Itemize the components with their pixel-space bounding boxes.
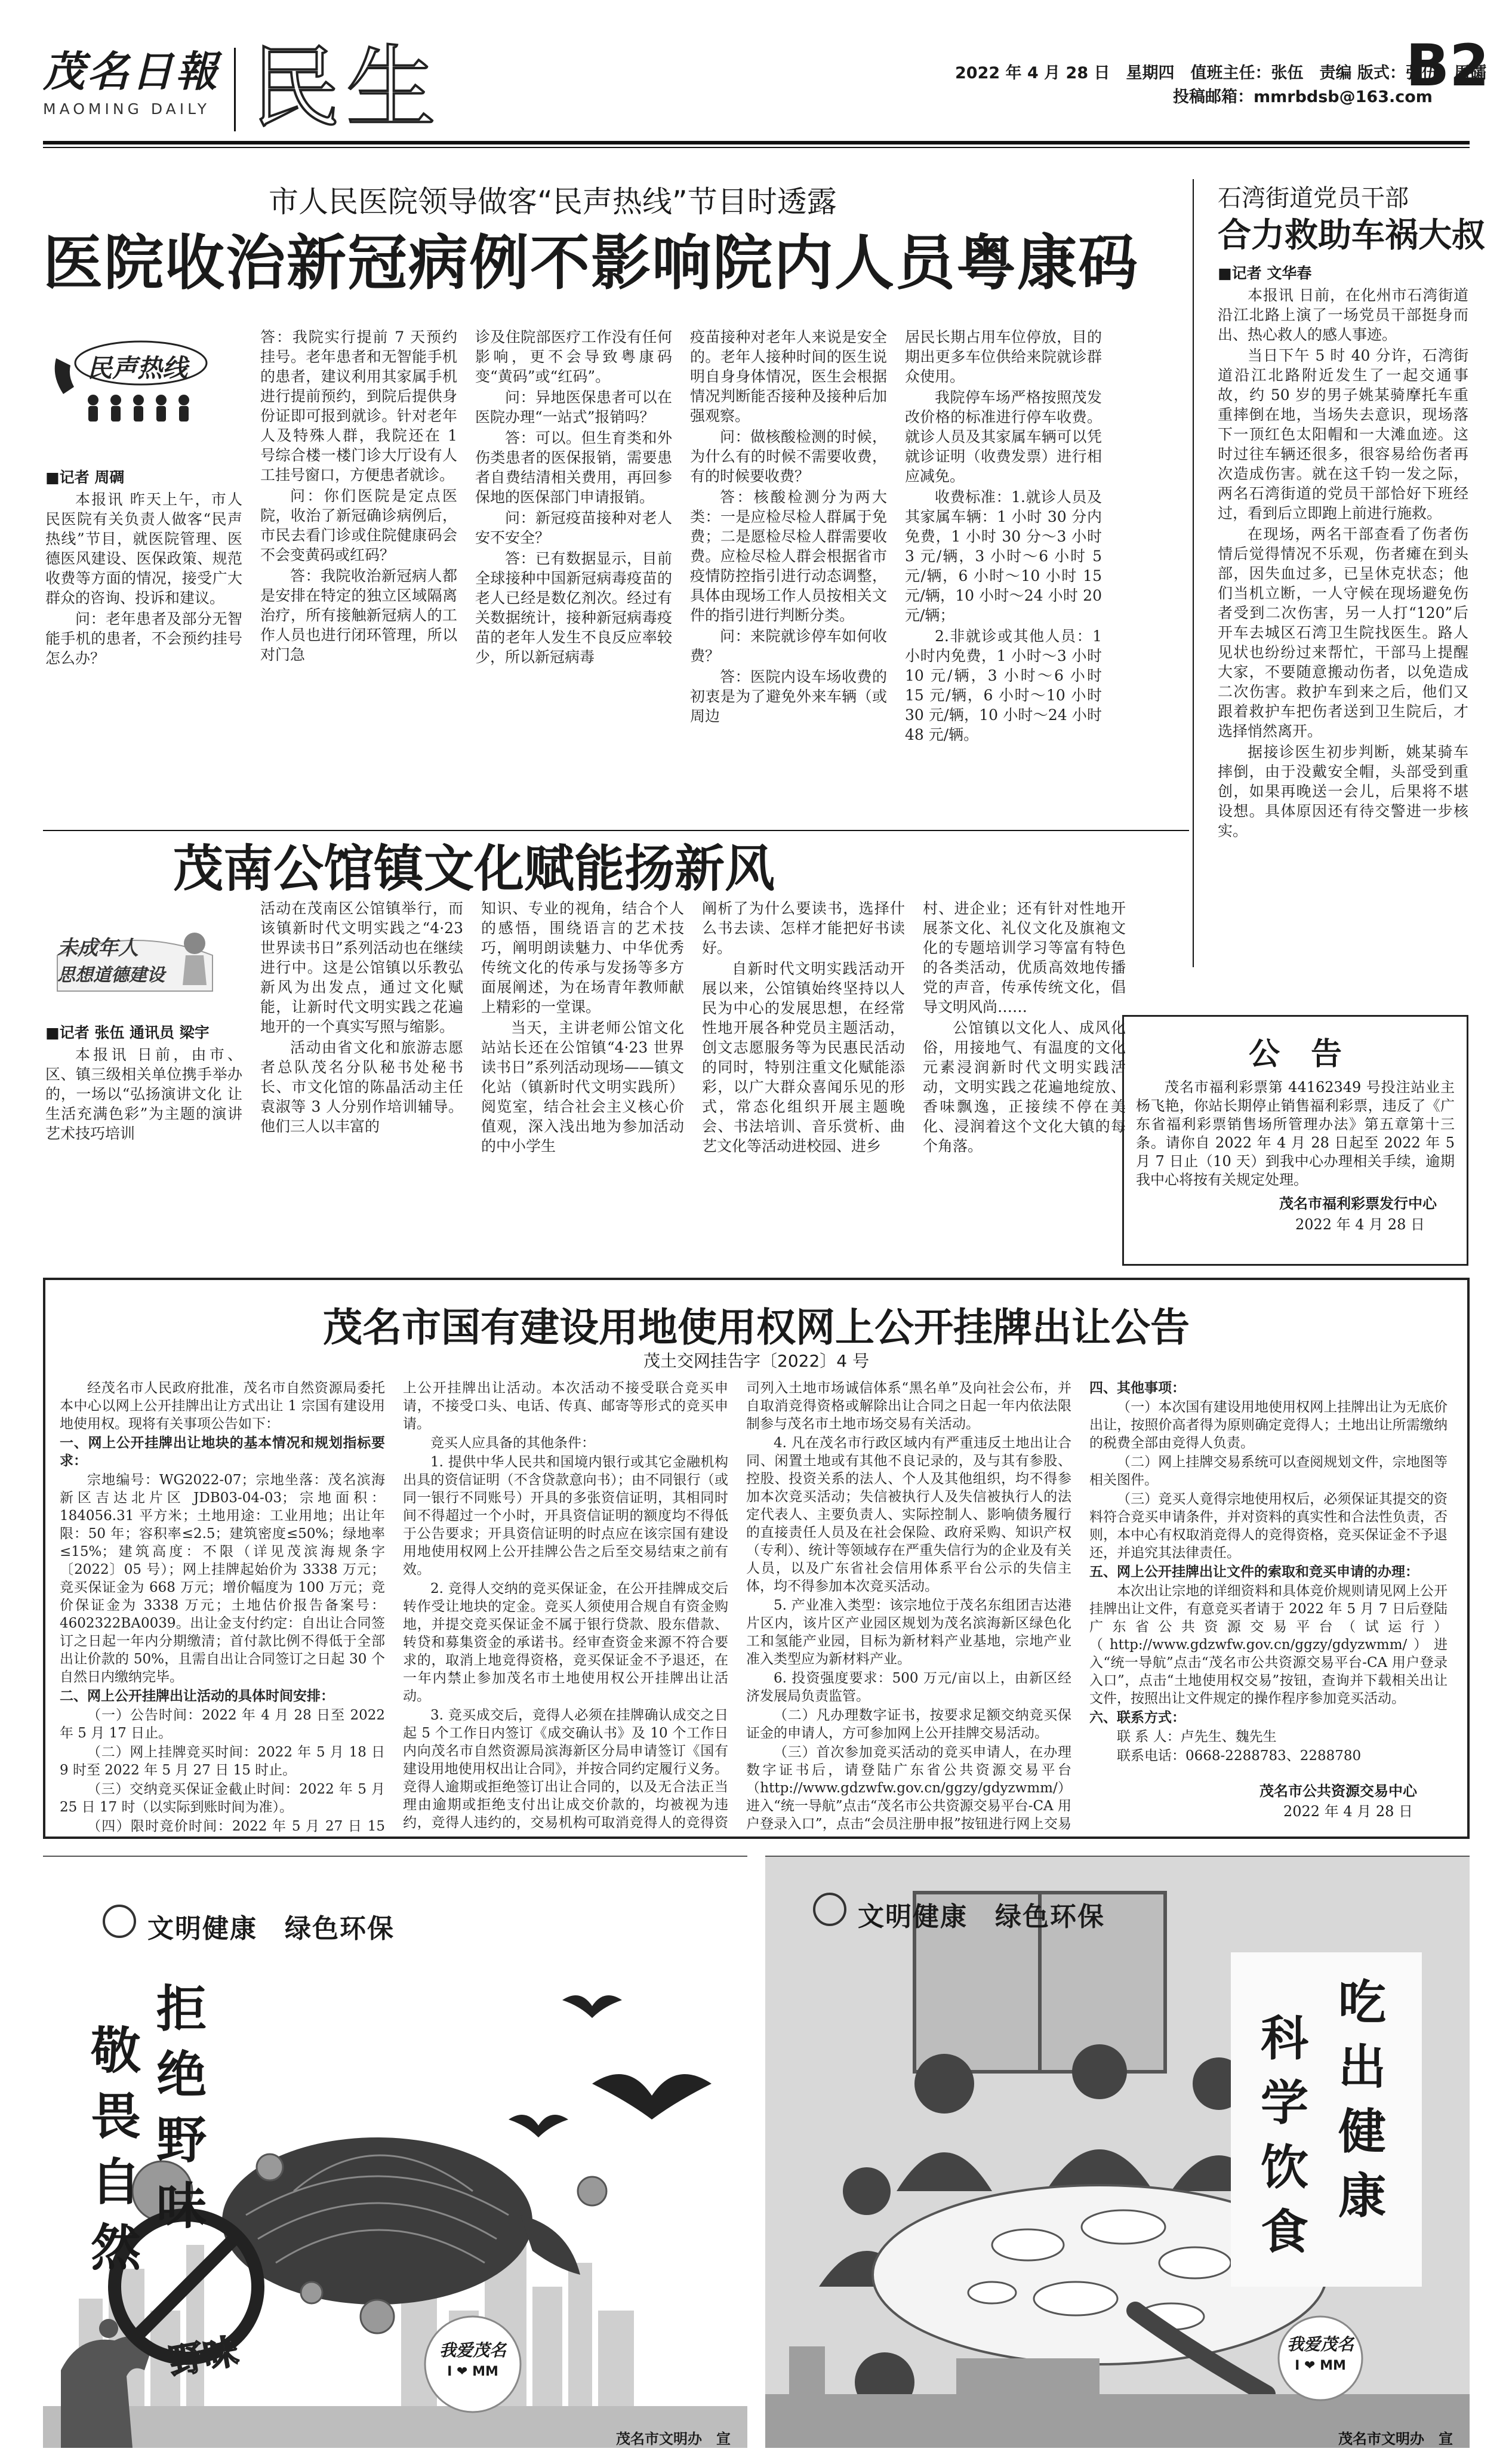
article1-kicker: 市人民医院领导做客“民声热线”节目时透露: [269, 184, 837, 219]
article3-col-5: [923, 899, 1126, 1257]
slogan-char: 健: [1338, 2103, 1386, 2160]
paragraph: 居民长期占用车位停放，目的期出更多车位供给来院就诊群众使用。: [905, 328, 1102, 385]
land-notice-col-4: [1089, 1379, 1448, 1761]
paragraph: 五、网上公开挂牌出让文件的索取和竞买申请的办理：: [1089, 1564, 1419, 1580]
youth-moral-logo: [45, 919, 224, 997]
paragraph: 诊及住院部医疗工作没有任何影响，更不会导致粤康码变“黄码”或“红码”。: [475, 328, 672, 385]
page-number: B2: [1406, 32, 1489, 99]
article3-top-rule: [43, 830, 1189, 831]
paragraph: 本次出让宗地的详细资料和具体竞价规则请见网上公开挂牌出让文件，有意竞买者请于 2022 年 5 月 7 日后登陆广东省公共资源交易平台（试运行）（http://www.gdzwfw.gov.cn/ggzy/gdyzwmm/）进入“统一导航”点击“茂名市公共资源交易平台-CA 用户登录入口”，点击“土地使用权交易”按钮，查询并下载相关出让文件，按照出让文件规定的操作程序参加竞买活动。: [1089, 1583, 1448, 1706]
article1-headline: 医院收治新冠病例不影响院内人员粤康码: [43, 227, 1139, 298]
poster-right-slogan-col-2: [1261, 2006, 1308, 2264]
paragraph: 答：核酸检测分为两大类：一是应检尽检人群属于免费；二是愿检尽检人群需要收费。应检尽检人群会根据省市疫情防控指引进行动态调整，具体由现场工作人员按相关文件的指引进行判断分类。: [690, 488, 887, 624]
paragraph: 上公开挂牌出让活动。本次活动不接受联合竞买申请，不接受口头、电话、传真、邮寄等形式的竞买申请。: [403, 1380, 728, 1432]
masthead-rule: [43, 141, 1470, 144]
paragraph: 本报讯 日前，由市、区、镇三级相关单位携手举办的，一场以“弘扬演讲文化 让生活充满色彩”为主题的演讲艺术技巧培训: [45, 1046, 242, 1142]
slogan-char: 吃: [1338, 1974, 1386, 2031]
poster-left: [43, 1856, 747, 2448]
slogan-char: 味: [156, 2176, 207, 2235]
land-notice-col-2: [403, 1379, 728, 1833]
paragraph: 村、进企业；还有针对性地开展茶文化、礼仪文化及旗袍文化的专题培训学习等富有特色的各类活动，优质高效地传播党的声音，传承传统文化，倡导文明风尚……: [923, 900, 1126, 1016]
poster-right-credit: 茂名市文明办 宣: [1338, 2431, 1453, 2447]
paragraph: （三）竞买人竟得宗地使用权后，必须保证其提交的资料符合竞买申请条件，并对资料的真实性和合法性负责，否则，本中心有权取消竞得人的竞得资格，竞买保证金不予退还，并追究其法律责任。: [1089, 1491, 1448, 1561]
slogan-char: 科: [1261, 2010, 1308, 2066]
land-notice-signer: 茂名市公共资源交易中心: [1259, 1783, 1417, 1799]
paragraph: 答：已有数据显示，目前全球接种中国新冠病毒疫苗的老人已经是数亿剂次。经过有关数据统计，接种新冠病毒疫苗的老年人发生不良反应率较少，所以新冠病毒: [475, 550, 672, 666]
poster-right-slogan-col-1: [1338, 1970, 1386, 2228]
civic-emblem-left: [103, 1905, 136, 1938]
paragraph: 活动在茂南区公馆镇举行，而该镇新时代文明实践之“4·23 世界读书日”系列活动也在继续进行中。这是公馆镇以乐教弘新风为出发点，通过文化赋能，让新时代文明实践之花遍地开的一个真实写照与缩影。: [260, 900, 463, 1035]
paragraph: 一、网上公开挂牌出让地块的基本情况和规划指标要求：: [60, 1435, 385, 1469]
civic-emblem-right: [813, 1893, 846, 1926]
email-line: 投稿邮箱：mmrbdsb@163.com: [1173, 88, 1433, 106]
paragraph: 问：新冠疫苗接种对老人安不安全？: [475, 509, 672, 546]
paragraph: 自新时代文明实践活动开展以来，公馆镇始终坚持以人民为中心的发展思想，在经常性地开展各种党员主题活动，创文志愿服务等为民惠民活动的同时，特别注重文化赋能添彩，以广大群众喜闻乐见的形式，常态化组织开展主题晚会、书法培训、音乐赏析、曲艺文化等活动进校园、进乡: [702, 960, 905, 1155]
paragraph: （二）网上挂牌交易系统可以查阅规划文件，宗地图等相关图件。: [1089, 1454, 1448, 1488]
paragraph: 4. 凡在茂名市行政区域内有严重违反土地出让合同、闲置土地或有其他不良记录的，及与其有参股、控股、投资关系的法人、个人及其他组织，均不得参加本次竞买活动；失信被执行人及失信被执行人的法定代表人、主要负责人、实际控制人、影响债务履行的直接责任人员及在社会保险、政府采购、知识产权（专利）、统计等领域存在严重失信行为的企业及有关人员，以及广东省社会信用体系平台公示的失信主体，均不得参加本次竞买活动。: [746, 1435, 1071, 1594]
article3-col-3: [481, 899, 684, 1257]
hotline-logo-text: 民声热线: [87, 353, 188, 383]
paragraph: 在现场，两名干部查看了伤者伤情后觉得情况不乐观，伤者瘫在到头部，因失血过多，已呈休克状态；他们当机立断，一人守候在现场避免伤者受到二次伤害，另一人打“120”后开车去城区石湾卫生院找医生。路人见状也纷纷过来帮忙，干部马上提醒大家，不要随意搬动伤者，以免造成二次伤害。救护车到来之后，他们又跟着救护车把伤者送到卫生院后，才选择悄然离开。: [1218, 525, 1468, 740]
article2-body: [1218, 285, 1468, 1020]
lottery-notice-box: [1122, 1015, 1468, 1266]
paragraph: 1. 提供中华人民共和国境内银行或其它金融机构出具的资信证明（不含贷款意向书）；由不同银行（或同一银行不同账号）开具的多张资信证明，其相同时间不得超过一个小时，开具资信证明的额度均不得低于公告要求；开具资信证明的时点应在该宗国有建设用地使用权网上公开挂牌公告之后至交易结束之前有效。: [403, 1454, 728, 1577]
land-notice-title: 茂名市国有建设用地使用权网上公开挂牌出让公告: [323, 1304, 1190, 1351]
paragraph: 宗地编号：WG2022-07；宗地坐落：茂名滨海新区吉达北片区 JDB03-04-03；宗地面积：184056.31 平方米；土地用途：工业用地；出让年限：50 年；容积率≤2.5；建筑密度≤50%；绿地率≤15%；建筑高度：不限（详见茂滨海规条字〔2022〕05 号）；网上挂牌起始价为 3338 万元；竞买保证金为 668 万元；增价幅度为 100 万元；竞价保证金为 3338 万元；土地估价报告备案号：4602322BA0039。出让金支付约定：自出让合同签订之日起一年内分期缴清；首付款比例不得低于全部出让价款的 50%，且需自出让合同签订之日起 30 个自然日内缴纳完毕。: [60, 1472, 385, 1685]
paragraph: 本报讯 日前，在化州市石湾街道沿江北路上演了一场党员干部挺身而出、热心救人的感人事迹。: [1218, 287, 1468, 343]
paragraph: 答：我院收治新冠病人都是安排在特定的独立区域隔离治疗，所有接触新冠病人的工作人员也进行闭环管理，所以对门急: [260, 567, 457, 663]
lottery-notice-title: 公 告: [1248, 1036, 1342, 1072]
slogan-char: 自: [91, 2152, 141, 2211]
paragraph: 知识、专业的视角，结合个人的感悟，围绕语言的艺术技巧，阐明朗读魅力、中华优秀传统文化的传承与发扬等多方面展阐述，为在场青年教师献上精彩的一堂课。: [481, 900, 684, 1016]
poster-left-badge-small: I ❤ MM: [447, 2364, 498, 2379]
paragraph: 问：异地医保患者可以在医院办理“一站式”报销吗？: [475, 389, 672, 426]
article3-col-2: [260, 899, 463, 1257]
article3-headline: 茂南公馆镇文化赋能扬新风: [173, 839, 775, 898]
paragraph: 5. 产业准入类型：该宗地位于茂名东组团吉达港片区内，该片区产业园区规划为茂名滨海新区绿色化工和氢能产业园，目标为新材料产业基地，宗地产业准入类型应为新材料产业。: [746, 1598, 1071, 1667]
article3-byline: ■记者 张伍 通讯员 梁宇: [45, 1024, 210, 1041]
article3-col-1: [45, 1045, 242, 1260]
ban-sign-text: 野味: [165, 2330, 241, 2383]
paragraph: 联 系 人：卢先生、魏先生: [1117, 1729, 1277, 1745]
paragraph: 公馆镇以文化人、成风化俗，用接地气、有温度的文化元素浸润新时代文明实践活动，文明实践之花遍地绽放、香味飘逸，正接续不停在美化、浸润着这个文化大镇的每个角落。: [923, 1019, 1126, 1155]
paragraph: （二）凡办理数字证书，按要求足额交纳竞买保证金的申请人，方可参加网上公开挂牌交易活动。: [746, 1708, 1071, 1741]
paragraph: 据接诊医生初步判断，姚某骑车摔倒，由于没戴安全帽，头部受到重创，如果再晚送一会儿，后果将不堪设想。具体原因还有待交警进一步核实。: [1218, 743, 1468, 839]
masthead-logo-en: MAOMING DAILY: [43, 100, 211, 118]
paragraph: 本报讯 昨天上午，市人民医院有关负责人做客“民声热线”节目，就医院管理、医德医风建设、医保政策、规范收费等方面的情况，接受广大群众的咨询、投诉和建议。: [45, 491, 242, 607]
article2-byline: ■记者 文华春: [1218, 264, 1312, 282]
poster-right-badge-label: 我爱茂名: [1286, 2334, 1354, 2354]
paragraph: 活动由省文化和旅游志愿者总队茂名分队秘书处秘书长、市文化馆的陈晶活动主任袁淑等 3 人分别作培训辅导。他们三人以丰富的: [260, 1039, 463, 1135]
slogan-char: 绝: [156, 2045, 207, 2104]
land-notice-col-3: [746, 1379, 1071, 1833]
date-line: 2022 年 4 月 28 日 星期四 值班主任：张伍 责编 版式：张伍 周礵: [955, 64, 1486, 82]
slogan-char: 敬: [91, 2021, 141, 2080]
poster-left-slogan-col-2: [91, 2018, 141, 2281]
paragraph: 六、联系方式：: [1089, 1710, 1185, 1725]
paragraph: 经茂名市人民政府批准，茂名市自然资源局委托本中心以网上公开挂牌出让方式出让 1 宗国有建设用地使用权。现将有关事项公告如下：: [60, 1380, 385, 1432]
slogan-char: 康: [1338, 2168, 1386, 2224]
article1-col-5: [905, 327, 1102, 812]
masthead-logo-text: 茂名日報: [43, 47, 220, 96]
paragraph: （一）公告时间：2022 年 4 月 28 日至 2022 年 5 月 17 日止。: [60, 1708, 385, 1741]
paragraph: 答：医院内设车场收费的初衷是为了避免外来车辆（或周边: [690, 668, 887, 725]
masthead-rule-thin: [43, 147, 1470, 148]
land-notice-date: 2022 年 4 月 28 日: [1283, 1803, 1413, 1820]
poster-right-slogan: 文明健康 绿色环保: [858, 1902, 1105, 1932]
slogan-char: 然: [91, 2218, 141, 2277]
poster-left-credit: 茂名市文明办 宣: [616, 2431, 731, 2447]
paragraph: 司列入土地市场诚信体系“黑名单”及向社会公布，并自取消竞得资格或解除出让合同之日起一年内依法限制参与茂名市土地市场交易有关活动。: [746, 1380, 1071, 1432]
youth-logo-line1: 未成年人: [57, 936, 138, 960]
poster-right: [765, 1856, 1470, 2448]
land-notice-subtitle: 茂土交网挂告字〔2022〕4 号: [643, 1351, 869, 1371]
article1-col-4: [690, 327, 887, 812]
paragraph: 我院停车场严格按照茂发改价格的标准进行停车收费。就诊人员及其家属车辆可以凭就诊证明（收费发票）进行相应减免。: [905, 389, 1102, 485]
paragraph: （四）限时竞价时间：2022 年 5 月 27 日 15: [87, 1819, 385, 1833]
slogan-char: 野: [156, 2111, 207, 2170]
poster-left-badge-label: 我爱茂名: [439, 2340, 506, 2360]
right-column-divider: [1193, 179, 1194, 967]
paragraph: （三）首次参加竞买活动的竞买申请人，在办理数字证书后，请登陆广东省公共资源交易平台（http://www.gdzwfw.gov.cn/ggzy/gdyzwmm/）进入“统一导航”点击“茂名市公共资源交易平台-CA 用户登录入口”，点击“会员注册申报”按钮进行网上交易: [746, 1745, 1071, 1832]
article1-col-2: [260, 327, 457, 812]
paragraph: 收费标准：1.就诊人员及其家属车辆：1 小时 30 分内免费，1 小时 30 分～3 小时 3 元/辆，3 小时～6 小时 5 元/辆，6 小时～10 小时 15 元/辆，10 小时～24 小时 20 元/辆；: [905, 488, 1102, 624]
land-notice-col-1: [60, 1379, 385, 1833]
article1-byline: ■记者 周碉: [45, 469, 125, 486]
article2-headline: 合力救助车祸大叔: [1218, 216, 1485, 255]
paragraph: 2.非就诊或其他人员：1 小时内免费，1 小时～3 小时 10 元/辆，3 小时～6 小时 15 元/辆，6 小时～10 小时 30 元/辆，10 小时～24 小时 48 元/辆。: [905, 627, 1102, 743]
paragraph: （三）交纳竞买保证金截止时间：2022 年 5 月 25 日 17 时（以实际到账时间为准）。: [60, 1782, 385, 1815]
paragraph: 2. 竞得人交纳的竞买保证金，在公开挂牌成交后转作受让地块的定金。竞买人须使用合规自有资金购地，并提交竞买保证金不属于银行贷款、股东借款、转贷和募集资金的承诺书。经审查资金来源不符合要求的，取消上地竞得资格，竞买保证金不予退还，在一年内禁止参加茂名市土地使用权公开挂牌出让活动。: [403, 1581, 728, 1704]
poster-left-slogan-col-1: [156, 1976, 207, 2239]
paragraph: 联系电话：0668-2288783、2288780: [1117, 1748, 1362, 1761]
minsheng-hotline-logo: [45, 334, 213, 424]
paragraph: 问：老年患者及部分无智能手机的患者，不会预约挂号怎么办？: [45, 610, 242, 667]
article3-col-4: [702, 899, 905, 1257]
paragraph: 3. 竞买成交后，竞得人必须在挂牌确认成交之日起 5 个工作日内签订《成交确认书》及 10 个工作日内向茂名市自然资源局滨海新区分局申请签订《国有建设用地使用权出让合同》，并按合同约定履行义务。竞得人逾期或拒绝签订出让合同的，以及无合法正当理由逾期或拒绝支付出让成交价款的，均被视为违约，竞得人违约的，交易机构可取消竞得人的竞得资: [403, 1708, 728, 1831]
section-title: 民生: [251, 36, 442, 140]
poster-left-slogan: 文明健康 绿色环保: [147, 1914, 395, 1944]
paragraph: 阐析了为什么要读书，选择什么书去读、怎样才能把好书读好。: [702, 900, 905, 956]
slogan-char: 出: [1338, 2039, 1386, 2095]
paragraph: （一）本次国有建设用地使用权网上挂牌出让为无底价出让，按照价高者得为原则确定竞得人；土地出让所需缴纳的税费全部由竞得人负责。: [1089, 1399, 1448, 1451]
paragraph: 疫苗接种对老年人来说是安全的。老年人接种时间的医生说明自身身体情况，医生会根据情况判断能否接种及接种后加强观察。: [690, 328, 887, 424]
slogan-char: 畏: [91, 2087, 141, 2146]
paragraph: 问：你们医院是定点医院，收治了新冠确诊病例后，市民去看门诊或住院健康码会不会变黄码或红码？: [260, 487, 457, 564]
lottery-notice-date: 2022 年 4 月 28 日: [1295, 1216, 1425, 1233]
article1-col-1: [45, 490, 242, 812]
slogan-char: 拒: [156, 1979, 207, 2038]
lottery-notice-signer: 茂名市福利彩票发行中心: [1279, 1195, 1437, 1212]
paragraph: 问：做核酸检测的时候，为什么有的时候不需要收费，有的时候要收费？: [690, 428, 887, 485]
article1-col-3: [475, 327, 672, 812]
youth-logo-line2: 思想道德建设: [57, 965, 165, 986]
paragraph: （二）网上挂牌竞买时间：2022 年 5 月 18 日 9 时至 2022 年 5 月 27 日 15 时止。: [60, 1745, 385, 1778]
paragraph: 四、其他事项：: [1089, 1380, 1185, 1396]
article2-title: 石湾街道党员干部: [1218, 184, 1409, 212]
slogan-char: 食: [1261, 2204, 1308, 2260]
lottery-notice-text: 茂名市福利彩票第 44162349 号投注站业主杨飞艳，你站长期停止销售福利彩票，违反了《广东省福利彩票销售场所管理办法》第五章第十三条。请你自 2022 年 4 月 28 日起至 2022 年 5 月 7 日止（10 天）到我中心办理相关手续，逾期我中心将按有关规定处理。: [1136, 1079, 1455, 1188]
paragraph: 当天，主讲老师公馆文化站站长还在公馆镇“4·23 世界读书日”系列活动现场——镇文化站（镇新时代文明实践所）阅览室，结合社会主义核心价值观，深入浅出地为参加活动的中小学生: [481, 1019, 684, 1155]
paragraph: 二、网上公开挂牌出让活动的具体时间安排：: [60, 1688, 334, 1704]
paragraph: 6. 投资强度要求：500 万元/亩以上，由新区经济发展局负责监管。: [746, 1671, 1071, 1704]
masthead-logo: [43, 48, 222, 118]
masthead-divider: [234, 48, 236, 131]
paragraph: 答：我院实行提前 7 天预约挂号。老年患者和无智能手机的患者，建议利用其家属手机进行提前预约，到院后提供身份证即可报到就诊。针对老年人及特殊人群，我院还在 1 号综合楼一楼门诊大厅设有人工挂号窗口，方便患者就诊。: [260, 328, 457, 484]
poster-right-badge-small: I ❤ MM: [1295, 2358, 1346, 2373]
slogan-char: 学: [1261, 2075, 1308, 2131]
paragraph: 当日下午 5 时 40 分许，石湾街道沿江北路附近发生了一起交通事故，约 50 岁的男子姚某骑摩托车重重摔倒在地，当场失去意识，现场落下一顶红色太阳帽和一大滩血迹。这时过往车辆还很多，很容易给伤者再次造成伤害。就在这千钧一发之际，两名石湾街道的党员干部恰好下班经过，看到后立即跑上前进行施救。: [1218, 347, 1468, 522]
slogan-char: 饮: [1261, 2139, 1308, 2195]
paragraph: 竞买人应具备的其他条件：: [430, 1435, 595, 1451]
paragraph: 答：可以。但生育类和外伤类患者的医保报销，需要患者自费结清相关费用，再回参保地的医保部门申请报销。: [475, 429, 672, 506]
paragraph: 问：来院就诊停车如何收费？: [690, 627, 887, 665]
